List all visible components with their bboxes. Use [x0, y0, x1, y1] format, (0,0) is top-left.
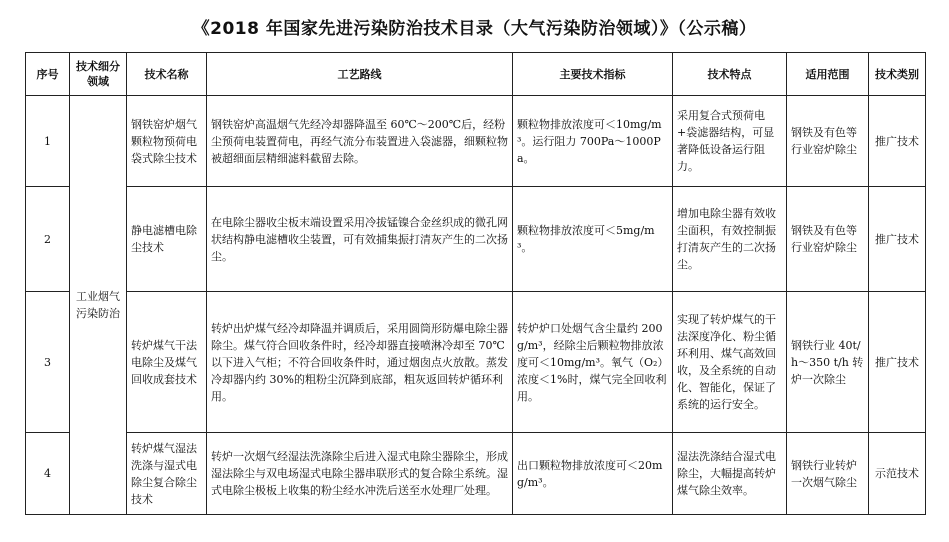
cell-no: 3 [26, 292, 70, 433]
cell-category: 推广技术 [869, 96, 926, 187]
header-category: 技术类别 [869, 53, 926, 96]
cell-scope: 钢铁及有色等行业窑炉除尘 [787, 96, 869, 187]
cell-no: 2 [26, 187, 70, 292]
cell-scope: 钢铁行业转炉一次烟气除尘 [787, 433, 869, 515]
cell-tech-name: 转炉煤气干法电除尘及煤气回收成套技术 [127, 292, 207, 433]
cell-tech-name: 转炉煤气湿法洗涤与湿式电除尘复合除尘技术 [127, 433, 207, 515]
cell-no: 4 [26, 433, 70, 515]
header-scope: 适用范围 [787, 53, 869, 96]
header-feature: 技术特点 [673, 53, 787, 96]
table-row [26, 96, 926, 187]
header-segment: 技术细分领域 [70, 53, 127, 96]
cell-indicator: 颗粒物排放浓度可＜10mg/m³。运行阻力 700Pa～1000Pa。 [513, 96, 673, 187]
table-header-row [26, 53, 926, 96]
cell-category: 示范技术 [869, 433, 926, 515]
technology-catalog-table [25, 52, 926, 515]
header-tech-name: 技术名称 [127, 53, 207, 96]
header-no: 序号 [26, 53, 70, 96]
cell-process: 转炉一次烟气经湿法洗涤除尘后进入湿式电除尘器除尘，形成湿法除尘与双电场湿式电除尘器串联形式的复合除尘系统。湿式电除尘极板上收集的粉尘经水冲洗后送至水处理厂处理。 [207, 433, 513, 515]
cell-indicator: 转炉炉口处烟气含尘量约 200g/m³，经除尘后颗粒物排放浓度可＜10mg/m³。氧气（O₂）浓度＜1%时，煤气完全回收利用。 [513, 292, 673, 433]
cell-scope: 钢铁及有色等行业窑炉除尘 [787, 187, 869, 292]
cell-category: 推广技术 [869, 187, 926, 292]
header-process: 工艺路线 [207, 53, 513, 96]
cell-tech-name: 钢铁窑炉烟气颗粒物预荷电袋式除尘技术 [127, 96, 207, 187]
table-row [26, 292, 926, 433]
cell-feature: 实现了转炉煤气的干法深度净化、粉尘循环利用、煤气高效回收，及全系统的自动化、智能化，保证了系统的运行安全。 [673, 292, 787, 433]
cell-feature: 湿法洗涤结合湿式电除尘，大幅提高转炉煤气除尘效率。 [673, 433, 787, 515]
table-row [26, 187, 926, 292]
table-row [26, 433, 926, 515]
cell-feature: 采用复合式预荷电+袋滤器结构，可显著降低设备运行阻力。 [673, 96, 787, 187]
document-title: 《2018 年国家先进污染防治技术目录（大气污染防治领域）》（公示稿） [192, 19, 757, 39]
cell-tech-name: 静电滤槽电除尘技术 [127, 187, 207, 292]
cell-process: 转炉出炉煤气经冷却降温并调质后，采用圆筒形防爆电除尘器除尘。煤气符合回收条件时，经冷却器直接喷淋冷却至 70℃以下进入气柜；不符合回收条件时，通过烟囱点火放散。蒸发冷却器内约 30%的粗粉尘沉降到底部，粗灰返回转炉循环利用。 [207, 292, 513, 433]
cell-indicator: 颗粒物排放浓度可＜5mg/m³。 [513, 187, 673, 292]
cell-segment: 工业烟气污染防治 [70, 96, 127, 515]
cell-scope: 钢铁行业 40t/h～350 t/h 转炉一次除尘 [787, 292, 869, 433]
cell-no: 1 [26, 96, 70, 187]
cell-indicator: 出口颗粒物排放浓度可＜20mg/m³。 [513, 433, 673, 515]
header-indicator: 主要技术指标 [513, 53, 673, 96]
cell-process: 在电除尘器收尘板末端设置采用冷拔锰镍合金丝织成的微孔网状结构静电滤槽收尘装置，可有效捕集振打清灰产生的二次扬尘。 [207, 187, 513, 292]
cell-category: 推广技术 [869, 292, 926, 433]
cell-feature: 增加电除尘器有效收尘面积，有效控制振打清灰产生的二次扬尘。 [673, 187, 787, 292]
cell-process: 钢铁窑炉高温烟气先经冷却器降温至 60℃～200℃后，经粉尘预荷电装置荷电，再经气流分布装置进入袋滤器，细颗粒物被超细面层精细滤料截留去除。 [207, 96, 513, 187]
